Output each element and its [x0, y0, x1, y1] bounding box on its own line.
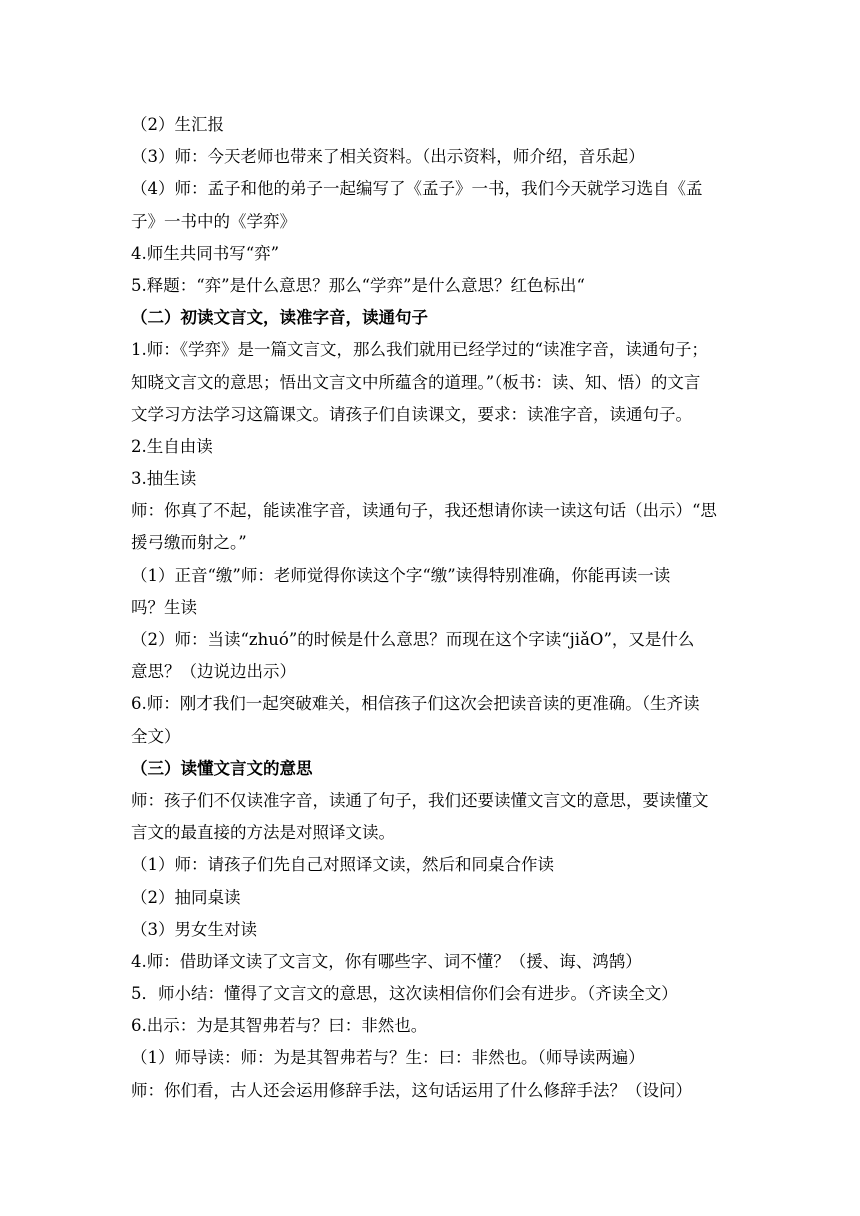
- section-heading: （二）初读文言文，读准字音，读通句子: [131, 308, 428, 328]
- text-line: 言文的最直接的方法是对照译文读。: [131, 823, 395, 843]
- text-line: （1）正音“缴”师：老师觉得你读这个字“缴”读得特别准确，你能再读一读: [131, 565, 671, 585]
- document-body: [131, 109, 741, 1107]
- text-line: 全文）: [131, 726, 181, 746]
- text-line: 子》一书中的《学弈》: [131, 211, 296, 231]
- text-line: （3）男女生对读: [131, 919, 257, 939]
- text-line: 4.师生共同书写“弈”: [131, 243, 280, 263]
- text-line: 6.出示：为是其智弗若与？曰：非然也。: [131, 1016, 428, 1036]
- text-line: 6.师：刚才我们一起突破难关，相信孩子们这次会把读音读的更准确。（生齐读: [131, 694, 700, 714]
- text-line: 知晓文言文的意思；悟出文言文中所蕴含的道理。”（板书：读、知、悟）的文言: [131, 372, 701, 392]
- text-line: （4）师：孟子和他的弟子一起编写了《孟子》一书，我们今天就学习选自《孟: [131, 179, 703, 199]
- text-line: 援弓缴而射之。”: [131, 533, 247, 553]
- text-line: 3.抽生读: [131, 469, 197, 489]
- text-line: 吗？生读: [131, 597, 197, 617]
- text-line: （2）师：当读“zhuó”的时候是什么意思？而现在这个字读“jiǎO”，又是什么: [131, 630, 695, 649]
- text-line: （1）师：请孩子们先自己对照译文读，然后和同桌合作读: [131, 855, 554, 875]
- text-line: （3）师：今天老师也带来了相关资料。（出示资料，师介绍，音乐起）: [131, 147, 645, 167]
- text-line: 5．师小结：懂得了文言文的意思，这次读相信你们会有进步。（齐读全文）: [131, 984, 678, 1004]
- text-line: 师：你们看，古人还会运用修辞手法，这句话运用了什么修辞手法？（设问）: [131, 1080, 692, 1100]
- text-line: 文学习方法学习这篇课文。请孩子们自读课文，要求：读准字音，读通句子。: [131, 404, 692, 424]
- text-line: 2.生自由读: [131, 436, 213, 456]
- text-line: （1）师导读：师：为是其智弗若与？生：曰：非然也。（师导读两遍）: [131, 1048, 645, 1068]
- text-line: 师：孩子们不仅读准字音，读通了句子，我们还要读懂文言文的意思，要读懂文: [131, 790, 709, 810]
- text-line: （2）抽同桌读: [131, 887, 241, 907]
- text-line: 4.师：借助译文读了文言文，你有哪些字、词不懂？（援、诲、鸿鹄）: [131, 951, 642, 971]
- text-line: 1.师：《学弈》是一篇文言文，那么我们就用已经学过的“读准字音，读通句子；: [131, 340, 708, 360]
- text-line: 5.释题：“弈”是什么意思？那么“学弈”是什么意思？红色标出“: [131, 275, 585, 295]
- text-line: （2）生汇报: [131, 115, 224, 134]
- text-line: 意思？（边说边出示）: [131, 662, 296, 682]
- section-heading: （三）读懂文言文的意思: [131, 758, 313, 778]
- text-line: 师：你真了不起，能读准字音，读通句子，我还想请你读一读这句话（出示）“思: [131, 501, 717, 521]
